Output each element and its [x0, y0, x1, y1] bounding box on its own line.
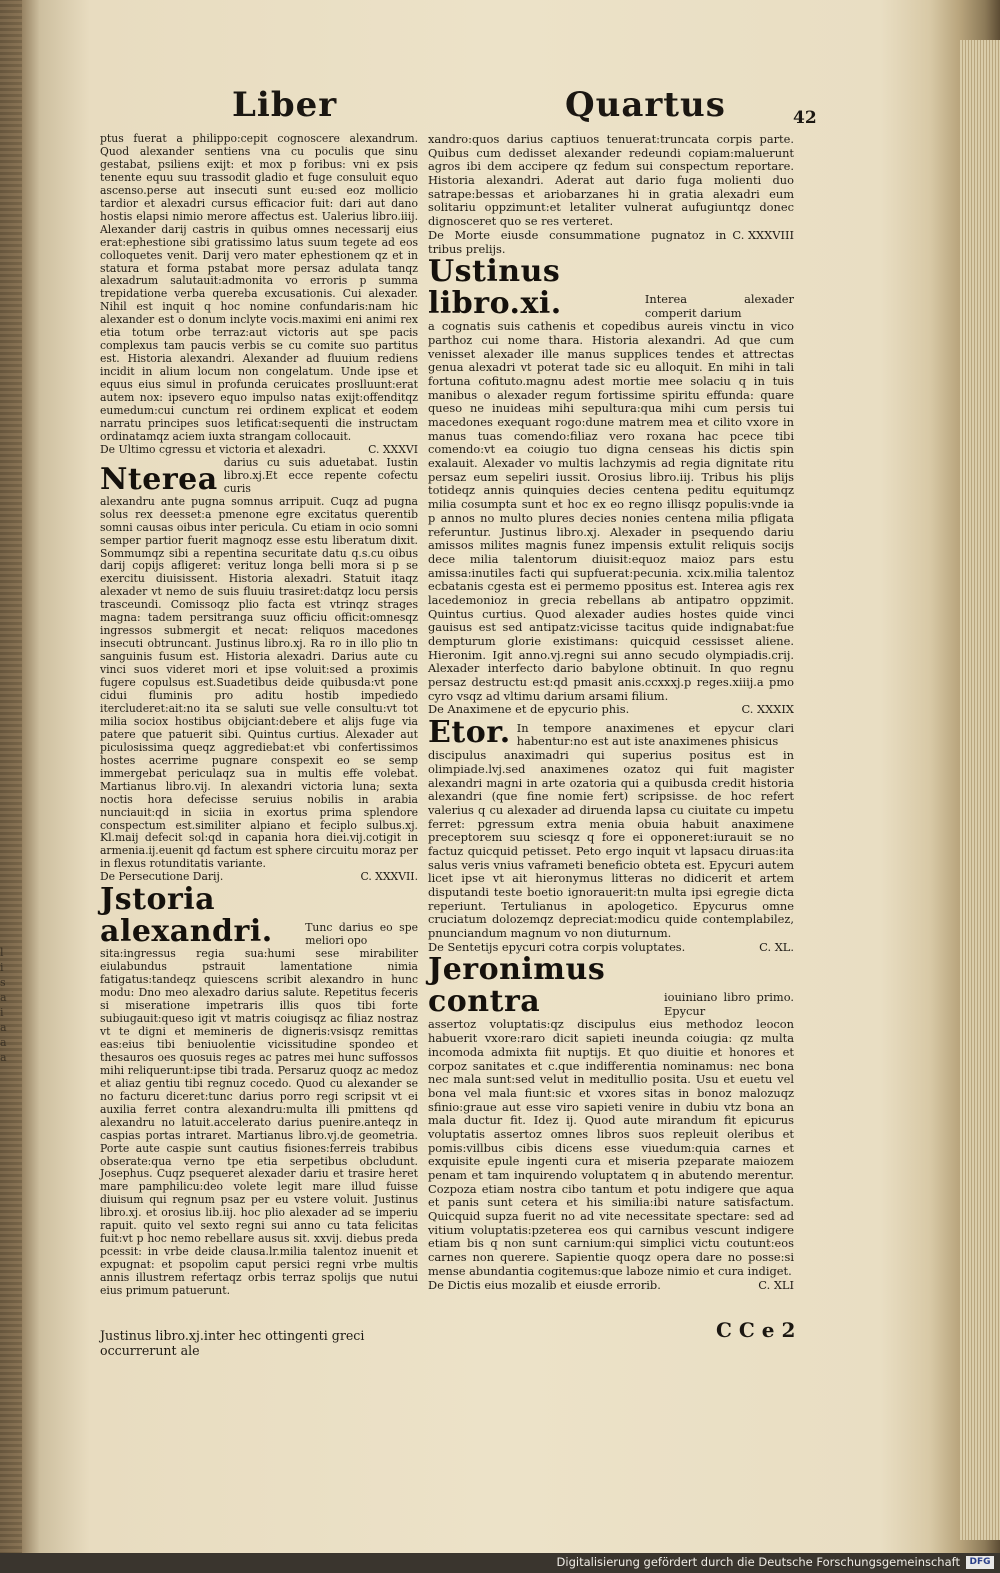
chapter-rubric	[100, 444, 418, 457]
paragraph: alexandru ante pugna somnus arripuit. Cuqz ad pugna solus rex deesset:a pmenone egre excitatus querentib somni causas oibus inter pericula. Cu etiam in ocio somni semper partior fuerit magnoqz esse estu liberatum dixit. Sommumqz sibi a repentina securitate datu q.s.cu oibus darij copijs afligeret: verituz longa belli mora si p se exercitu diuisissent. Historia alexadri. Statuit itaqz alexader vt nemo de suis fluuiu trasiret:datqz locu persis trasceundi. Comissoqz plio facta est vtrinqz strages magna: tadem persitranga suuz officiu officit:omnesqz ingressos submergit et necat: reliquos macedones insecuti obtruncant. Justinus libro.xj. Ra ro in illo plio tn sanguinis fusum est. Historia alexadri. Darius aute cu vinci suos videret mori et ipse voluit:sed a proximis fugere copulsus est.Suadetibus deide quibusda:vt pone cidui fluminis pro aditu hostib impediedo itercluderet:ait:no ita se saluti sue velle consultu:vt tot milia sociox hostibus obijciant:debere et alijs fuge via patere que patuerit sibi. Quintus curtius. Alexader aut piculosissima queqz aggrediebat:et vbi confertissimos hostes acerrime pugnare conspexit eo se semp immergebat periculaqz sua in multis effe volebat. Martianus libro.vij. In alexandri victoria luna; sexta noctis hora defecisse seruius nobilis in arabia nunciauit:qd in siciia in exortus prima splendore conspectum est.similiter alpiano et feciplo sulbus.xj. Kl.maij defecit sol:qd in capania hora diei.vij.cotigit in armenia.ij.euenit qd factum est sphere circuitu moraz per in flexus rotunditatis variante.	[100, 494, 418, 871]
funding-credit: Digitalisierung gefördert durch die Deutsche Forschungsgemeinschaft	[556, 1555, 960, 1569]
left-column	[100, 133, 418, 1298]
chapter-number: C. XXXVII.	[360, 870, 418, 884]
initial-line	[428, 256, 794, 320]
chapter-number: C. XLI	[758, 1277, 794, 1292]
initial-line	[100, 884, 418, 948]
adjacent-page-fragment: l i s a i a a a	[0, 946, 7, 1064]
chapter-number: C. XXXVIII	[732, 227, 794, 242]
paragraph: discipulus anaximadri qui superius positus est in olimpiade.lvj.sed anaximenes ozatoz qui fuit magister alexandri magni in arte ozatoria qui a quibusda credit historia alexandri (que fine nomie fert) scripsisse. de hoc refert valerius q cu alexader ad diruenda lapsa cu ciuitate cu impetu ferret: pgressum extra menia obuia habuit anaximene preceptorem suu sciesqz q fore ei opponeret:iurauit se no factuz quicquid petisset. Peto ergo inquit vt lapsacu diruas:ita salus veris vnius vaframeti beneficio obteta est. Epycuri autem licet ipse vt ait hieronymus litteras no didicerit et artem disputandi teste boetio ignorauerit:tn multa ipsi egregie dicta reperiunt. Tertulianus in apologetico. Epycurus omne cruciatum dolozemqz depreciat:modicu quide contemplabilez, pnunciandum magnum vo non diuturnum.	[428, 748, 794, 941]
rubric-title: De Anaximene et de epycurio phis.	[428, 702, 630, 717]
chapter-number: C. XXXIX	[741, 702, 794, 717]
left-page-edge	[0, 0, 22, 1573]
rubric-title: De Sentetijs epycuri cotra corpis voluptates.	[428, 939, 686, 954]
paragraph: sita:ingressus regia sua:humi sese mirabiliter eiulabundus pstrauit lamentatione nimia fatigatus:tandeqz quiescens scribit alexandro in hunc modu: Dno meo alexadro darius salute. Repetitus feceris si miseratione impetraris illis quos tibi forte subiugauit:queso igit vt matris coiugisqz ac filiaz nostraz vt te digni et memineris de digneris:vsisqz remittas eas:eius tibi beniuolentie vicissitudine spondeo et thesauros oes quosuis reges ac patres mei hunc suffossos mihi reliquerunt:ipse tibi trada. Persaruz quoqz ac medoz et aliaz gentiu tibi regnuz cocedo. Quod cu alexander se no facturu diceret:tunc darius porro regi scripsit vt ei auxilia ferret contra alexandru:multa illi pmittens qd alexandru no latuit.accelerato darius puenire.anteqz in caspias portas intraret. Martianus libro.vj.de geometria. Porte aute caspie sunt cautius fisiones:ferreis trabibus obserate:qua verno tpe etia serpetibus obcludunt. Josephus. Cuqz psequeret alexader dariu et trasire heret mare pamphilicu:deo volete legit mare illud fuisse diuisum qui regnum psaz per eu vstere voluit. Justinus libro.xj. et orosius lib.iij. hoc plio alexader ad se imperiu rapuit. quito vel sexto regni sui anno cu tata felicitas fuit:vt p hoc nemo rebellare ausus sit. xxvij. diebus preda pcessit: in vrbe deide clausa.lr.milia talentoz inuenit et expugnat: et psopolim caput persici regni vrbe multis annis illustrem refertaqz orbis terraz spolijs que nutui eius primum patuerunt.	[100, 947, 418, 1298]
paragraph-start: Tunc darius eo spe meliori opo	[305, 921, 418, 948]
paragraph: ptus fuerat a philippo:cepit cognoscere alexandrum. Quod alexander sentiens vna cu poculis que sinu gestabat, psiliens exijt: et mox p foribus: vni ex psis tenente equu suu trassodit gladio et fuge consuluit equo ascenso.perse aut insecuti sunt eu:sed eoz mollicio tardior et alexadri cursus efficacior fuit: dari aut dano hostis elapsi nimio merore affectus est. Ualerius libro.iiij. Alexander darij castris in quibus omnes necessarij eius erat:ephestione sibi gratissimo latus suum tegete ad eos colloquetes venit. Darij vero mater ephestionem qz et in statura et forma pstabat more persaz adulata tanqz alexadrum salutauit:admonita vo erroris p summa trepidatione verba quereba excusationis. Cui alexader. Nihil est inquit q hoc nomine confundaris:nam hic alexander est o donum inclyte vocis.maximi eni animi rex etia totum orbe terraz:aut victoris aut spe pacis complexus tam paucis verbis se cu comite suo partitus est. Historia alexandri. Alexander ad fluuium rediens incidit in alium locum non congelatum. Unde ipse et equus eius simul in profunda ceruicates proslluunt:erat autem nox: ipsevero equo impulso natas exijt:offenditqz eumedum:cui cunctum rei ordinem explicat et eodem narratu principes suos letificat:sequenti die instructam ordinatamqz aciem iuxta strangam collocauit.	[100, 132, 418, 443]
large-initial: Etor.	[428, 715, 511, 751]
right-column	[428, 133, 794, 1292]
chapter-rubric	[428, 229, 794, 256]
paragraph-start: darius cu suis aduetabat. Iustin libro.xj.Et ecce repente cofectu curis	[223, 455, 418, 495]
dfg-logo-icon: DFG	[966, 1556, 994, 1569]
rubric-title: De Persecutione Darij.	[100, 870, 224, 884]
chapter-number: C. XXXVI	[368, 442, 418, 456]
paragraph: assertoz voluptatis:qz discipulus eius methodoz leocon habuerit vxore:raro dicit sapieti ineunda coiugia: qz multa incomoda admixta fiit nuptijs. Et quo diuitie et honores et corpoz sanitates et c.que indifferentia nominamus: nec bona nec mala sunt:sed velut in meditullio posita. Usu et euetu vel bona vel mala fiunt:sic et vxores sitas in bonoz malozuqz sfinio:graue aut esse viro sapieti venire in dubiu vtz bona an mala ductur fit. Idez ij. Quod aute mirandum fit epicurus voluptatis assertoz omnes libros suos repleuit oleribus et pomis:villbus cibis dicens esse viuedum:quia carnes et exquisite epule ingenti cura et miseria pzeparate maiozem penam et tam inquirendo voluptatem q in abutendo merentur. Cozpoza etiam nostra cibo tantum et potu indigere que aqua et panis sunt cetera et his similia:ibi nature satisfactum. Quicquid supza fuerit no ad vite necessitate spectare: sed ad vitium voluptatis:pzeterea eos qui carnibus vescunt indigere etiam bis q non sunt carnium:qui simplici victu coutunt:eos carnes non querere. Sapientie quoqz opera dare no posse:si mense abundantia cogitemus:que laboze nimio et cura indiget.	[428, 1017, 794, 1278]
initial-line	[428, 717, 794, 749]
paragraph-start: Interea alexader comperit darium	[644, 291, 794, 320]
rubric-title: De Morte eiusde consummatione pugnatoz in tribus prelijs.	[428, 227, 727, 256]
running-head-left: Liber	[232, 85, 338, 125]
paragraph-start: In tempore anaximenes et epycur clari habentur:no est aut iste anaximenes phisicus	[516, 720, 794, 749]
initial-line	[100, 457, 418, 496]
large-initial: Jstoria alexandri.	[100, 882, 273, 950]
chapter-number: C. XL.	[759, 939, 794, 954]
large-initial: Nterea	[100, 461, 218, 497]
right-page-edge	[960, 40, 1000, 1540]
paragraph: a cognatis suis cathenis et copedibus aureis vinctu in vico parthoz cui nome thara. Historia alexandri. Ad que cum venisset alexader ille manus supplices tendes et attrectas genua alexadri vt poterat tade sic eu alloquit. En mihi in tali fortuna cofituto.magnu adest mortie mee solaciu q in tuis manibus o alexader regum fortissime spiritu effunda: quare queso ne inuideas mihi sepultura:qua mihi cum persis tui macedones exequant rogo:dune matrem mea et cilito vxore in manus tuas comendo:filiaz vero roxana hac pcece tibi comendo:vt ea coiugio tuo digna censeas his dictis spin exalauit. Alexader vo multis lachzymis ad regia dignitate ritu persaz eum sepeliri iussit. Orosius libro.iij. Tribus his plijs totideqz annis quinquies decies centena peditu equitumqz milia cosumpta sunt et hoc ex eo regno illisqz populis:vnde ia p annos no multo plures decies nonies centena milia pfligata referuntur. Justinus libro.xj. Alexader in psequendo dariu amissos milites magnis funez impensis extulit reliquis socijs dece milia talentorum diuisit:equoz maioz pars estu amissa:inutiles facti qui supfuerat:pecunia. xcix.milia talentoz ecbatanis cgesta est ei permemo ppositus est. Interea agis rex lacedemonioz in grecia rebellans ab antipatro oppzimit. Quintus curtius. Quod alexader audies hostes quide vinci gauisus est sed antipatz:vicisse tacitus quide indignabat:fue dempturum glorie existimans: quicquid cessisset aliene. Hieronim. Igit anno.vj.regni sui anno secudo olympiadis.crij. Alexader interfecto dario babylone obtinuit. In quo regnu persaz destructu est:qd pmasit anis.ccxxxj.p reges.xiiij.a pmo cyro vsqz ad vltimu darium arsami filium.	[428, 319, 794, 703]
paragraph: xandro:quos darius captiuos tenuerat:truncata corpis parte. Quibus cum dedisset alexander redeundi copiam:maluerunt agros ibi dem accipere qz fedum sui conspectum reportare. Historia alexandri. Aderat aut dario fuga molienti duo satrape:bessas et ariobarzanes hi in gratia alexadri eum solitariu oppzimunt:et letaliter vulnerat aufugiuntqz donec dignosceret quo se res verteret.	[428, 132, 794, 229]
rubric-title: De Ultimo cgressu et victoria et alexadri.	[100, 442, 326, 456]
rubric-title: De Dictis eius mozalib et eiusde errorib.	[428, 1277, 661, 1292]
signature-mark: C C e 2	[716, 1318, 796, 1342]
large-initial: Ustinus libro.xi.	[428, 254, 562, 322]
left-column-last-line: Justinus libro.xj.inter hec ottingenti greci occurrerunt ale	[100, 1328, 365, 1359]
running-head-right: Quartus	[565, 85, 726, 125]
folio-number: 42	[793, 108, 817, 128]
paragraph-start: iouiniano libro primo. Epycur	[663, 990, 794, 1018]
initial-line	[428, 954, 794, 1018]
large-initial: Jeronimus contra	[428, 952, 606, 1020]
chapter-rubric	[428, 1279, 794, 1293]
